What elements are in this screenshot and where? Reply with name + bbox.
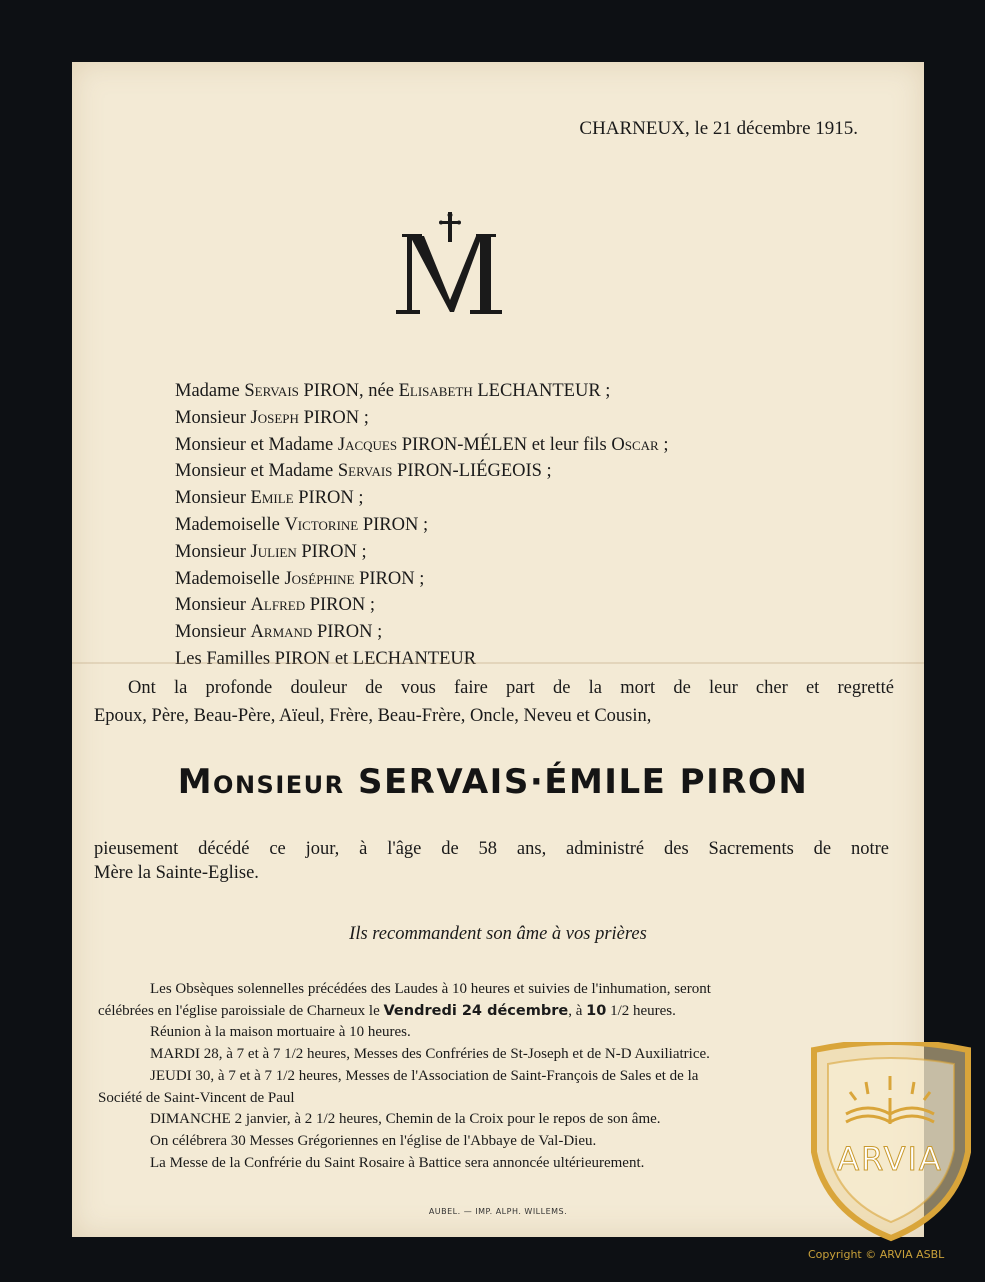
announcement-line: Epoux, Père, Beau-Père, Aïeul, Frère, Beau-Frère, Oncle, Neveu et Cousin, (94, 706, 652, 726)
deceased-title: Monsieur (177, 762, 345, 802)
family-list (175, 378, 668, 673)
mourning-card (72, 62, 924, 1237)
copyright-notice: Copyright © ARVIA ASBL (808, 1248, 945, 1261)
family-line: Monsieur Joseph PIRON ; (175, 407, 369, 428)
deceased-name (98, 762, 888, 802)
schedule-line: célébrées en l'église paroissiale de Charneux le Vendredi 24 décembre, à 10 1/2 heures. (98, 1002, 676, 1019)
announcement-text (94, 674, 894, 730)
family-line: Madame Servais PIRON, née Elisabeth LECHANTEUR ; (175, 381, 611, 401)
family-line: Monsieur Emile PIRON ; (175, 488, 364, 509)
marian-monogram-icon (394, 212, 506, 328)
death-details-line: pieusement décédé ce jour, à l'âge de 58 ans, administré des Sacrements de notre (94, 839, 889, 859)
printer-imprint: AUBEL. — IMP. ALPH. WILLEMS. (428, 1207, 568, 1216)
schedule-line: On célébrera 30 Messes Grégoriennes en l'église de l'Abbaye de Val-Dieu. (150, 1132, 597, 1149)
family-line: Monsieur et Madame Servais PIRON-LIÉGEOIS ; (175, 461, 552, 482)
announcement-line: Ont la profonde douleur de vous faire part de la mort de leur cher et regretté (128, 678, 894, 698)
date-line: CHARNEUX, le 21 décembre 1915. (579, 118, 858, 139)
family-line: Monsieur et Madame Jacques PIRON-MÉLEN et leur fils Oscar ; (175, 434, 669, 455)
family-line: Monsieur Armand PIRON ; (175, 622, 383, 643)
schedule-line: MARDI 28, à 7 et à 7 1/2 heures, Messes des Confréries de St-Joseph et de N-D Auxiliatrice. (150, 1046, 710, 1063)
family-line: Monsieur Alfred PIRON ; (175, 595, 375, 616)
funeral-schedule (98, 979, 890, 1174)
arvia-watermark-logo (806, 1042, 976, 1242)
schedule-line: La Messe de la Confrérie du Saint Rosaire à Battice sera annoncée ultérieurement. (150, 1154, 645, 1171)
schedule-line: JEUDI 30, à 7 et à 7 1/2 heures, Messes de l'Association de Saint-François de Sales et de la (150, 1067, 699, 1084)
family-line: Monsieur Julien PIRON ; (175, 541, 367, 562)
schedule-line: DIMANCHE 2 janvier, à 2 1/2 heures, Chemin de la Croix pour le repos de son âme. (150, 1111, 661, 1128)
deceased-fullname: SERVAIS·ÉMILE PIRON (357, 762, 809, 802)
family-line: Mademoiselle Joséphine PIRON ; (175, 568, 425, 589)
schedule-line: Société de Saint-Vincent de Paul (98, 1089, 295, 1106)
schedule-line: Réunion à la maison mortuaire à 10 heures. (150, 1024, 411, 1041)
prayer-recommendation: Ils recommandent son âme à vos prières (349, 924, 647, 944)
family-line: Les Familles PIRON et LECHANTEUR (175, 648, 477, 669)
death-details-line: Mère la Sainte-Eglise. (94, 863, 259, 883)
schedule-line: Les Obsèques solennelles précédées des Laudes à 10 heures et suivies de l'inhumation, seront (150, 981, 711, 997)
arvia-logo-text: ARVIA (837, 1140, 943, 1178)
family-line: Mademoiselle Victorine PIRON ; (175, 514, 429, 535)
